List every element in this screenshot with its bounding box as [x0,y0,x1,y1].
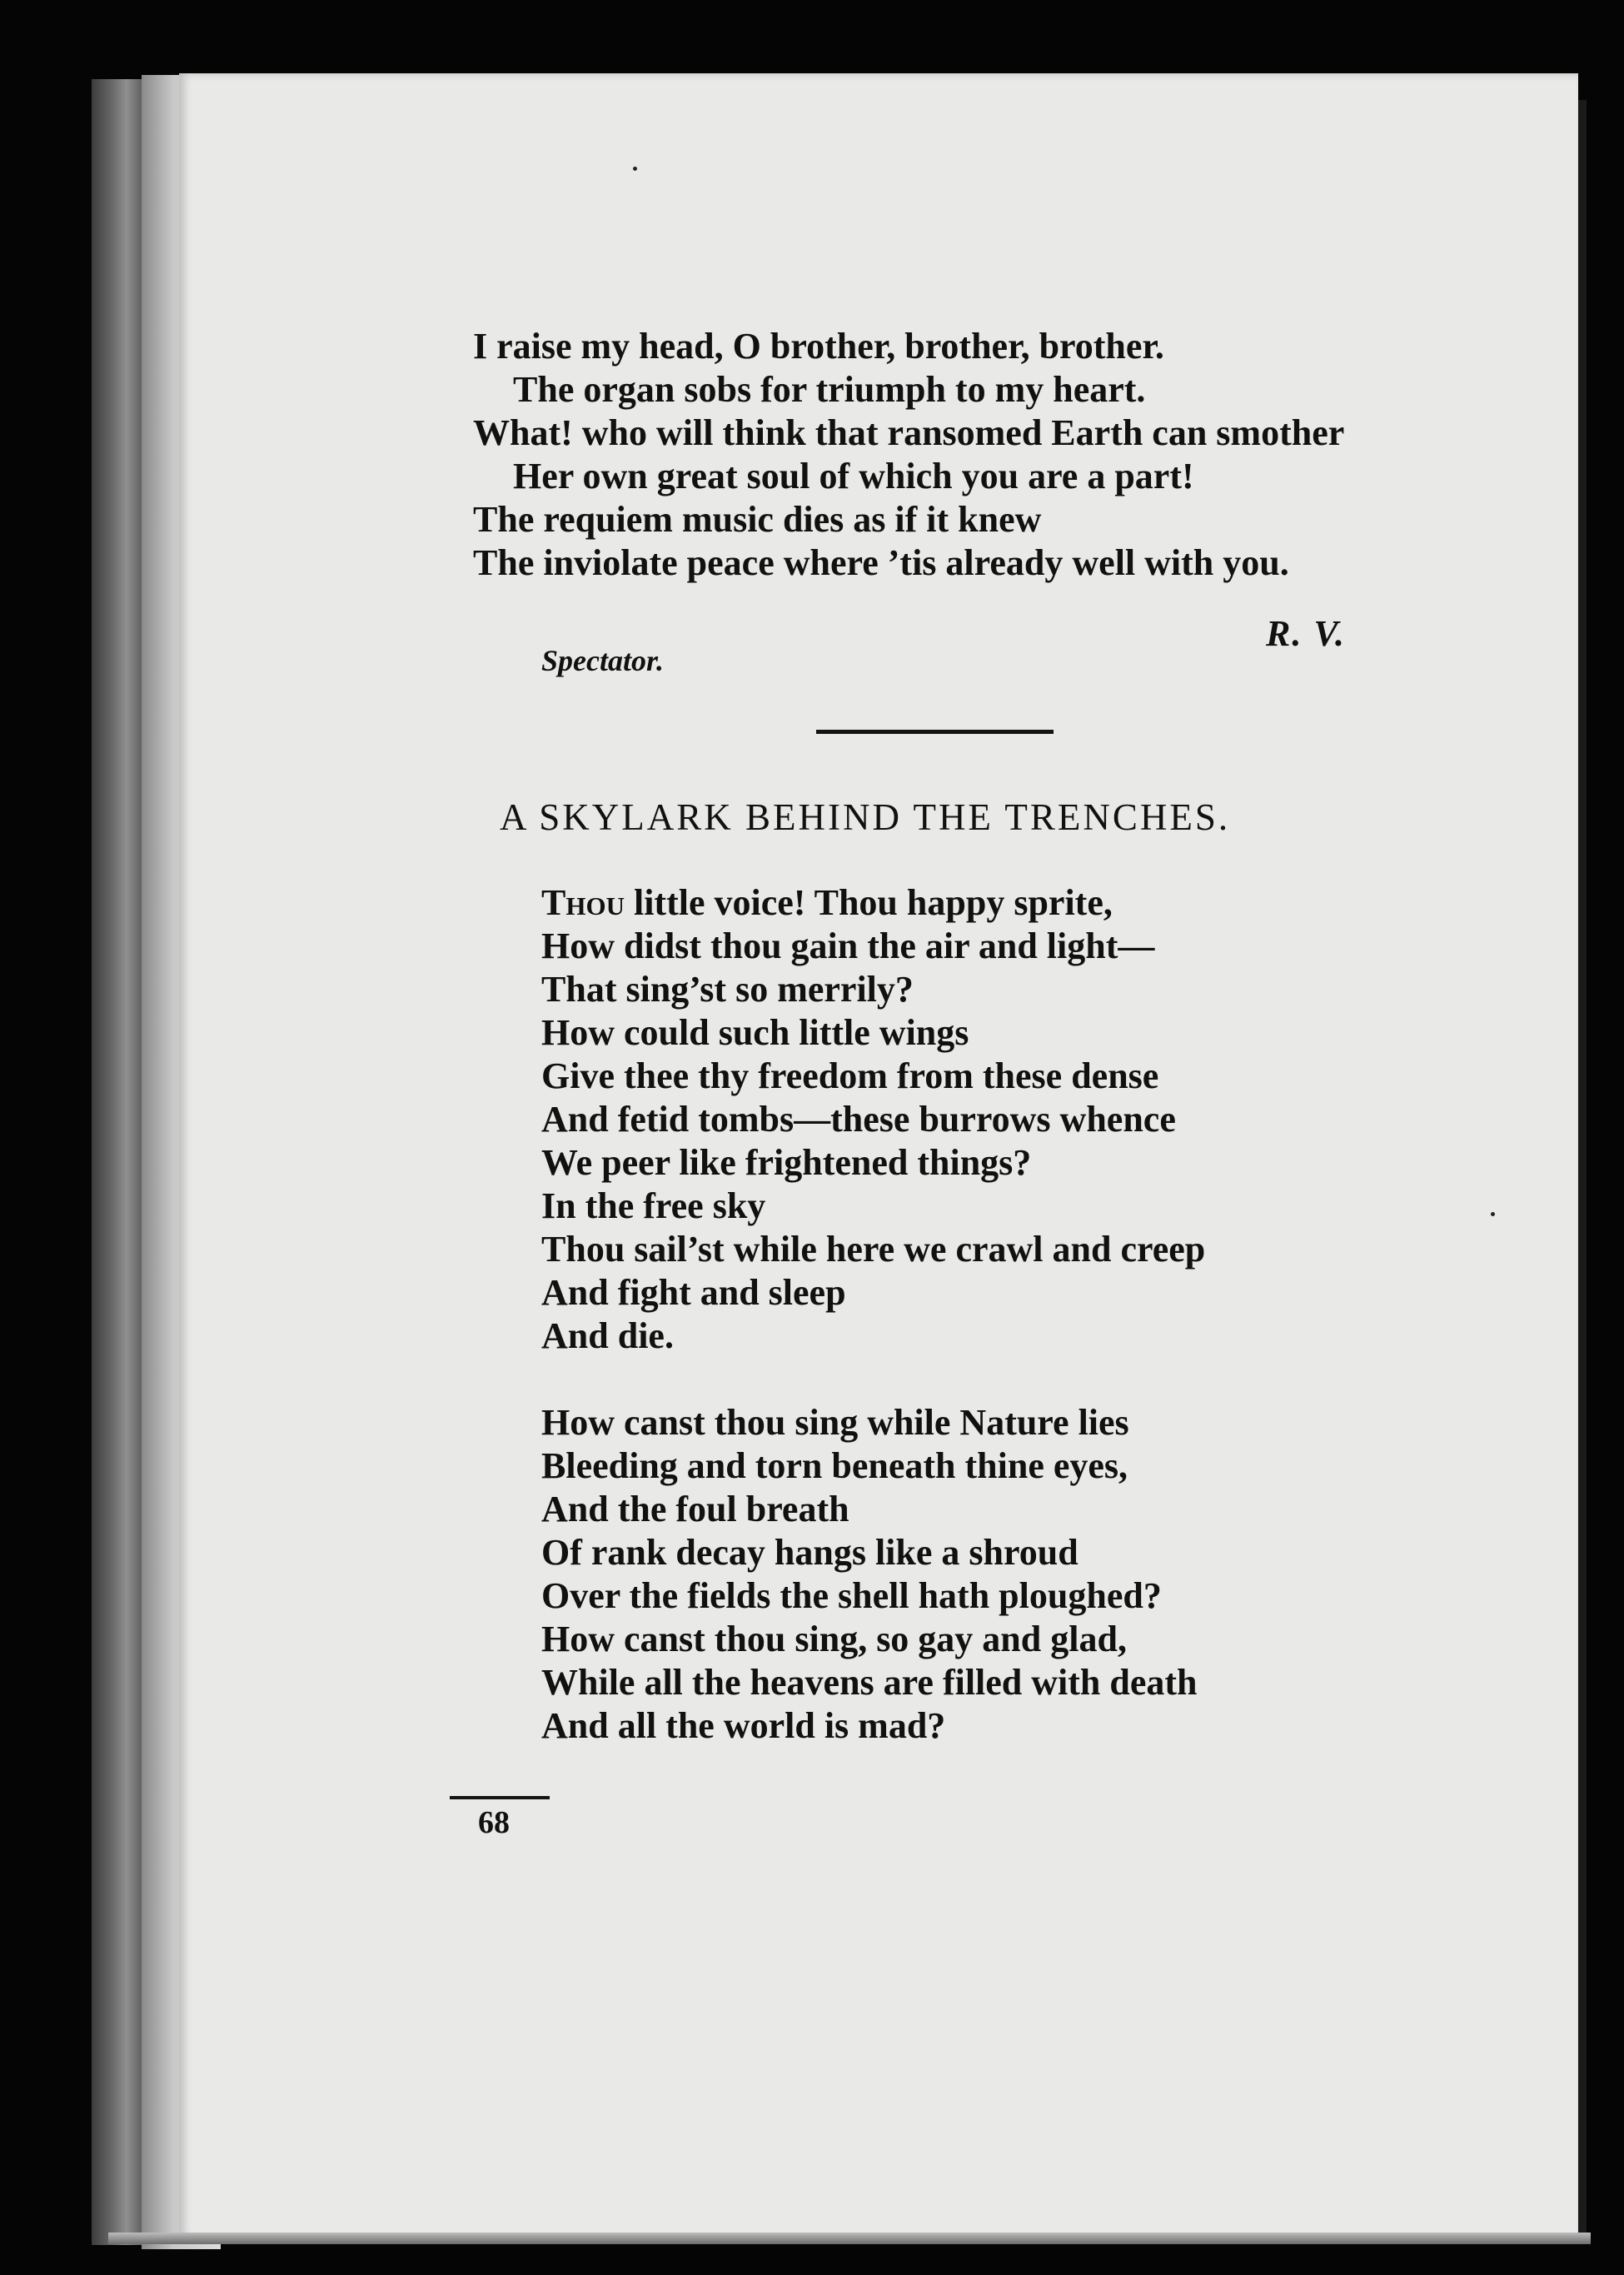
dust-speck [1491,1212,1495,1216]
verse-line: That sing’st so merrily? [541,969,914,1010]
poem-title: A SKYLARK BEHIND THE TRENCHES. [500,796,1231,838]
verse-line: Thou sail’st while here we crawl and creep [541,1229,1206,1270]
dust-speck [633,167,637,171]
section-divider [816,730,1054,734]
verse-line: In the free sky [541,1185,766,1226]
verse-line: How canst thou sing, so gay and glad, [541,1619,1127,1659]
source-credit: Spectator. [541,644,665,677]
verse-line: How didst thou gain the air and light— [541,925,1155,966]
poem-body [541,881,1205,1748]
verse-line: What! who will think that ransomed Earth can smother [473,412,1345,453]
verse-line: Over the fields the shell hath ploughed? [541,1575,1162,1616]
verse-line: And all the world is mad? [541,1705,946,1746]
author-initials: R. V. [1266,613,1347,654]
page-bottom-edge [108,2233,1591,2244]
verse-line: While all the heavens are filled with death [541,1662,1198,1703]
verse-line: How canst thou sing while Nature lies [541,1402,1129,1443]
verse-line: The requiem music dies as if it knew [473,499,1042,540]
footer-rule [450,1796,550,1799]
verse-line: How could such little wings [541,1012,969,1053]
verse-line: And fetid tombs—these burrows whence [541,1099,1176,1140]
verse-line: And the foul breath [541,1489,849,1529]
verse-line: The organ sobs for triumph to my heart. [513,369,1146,410]
verse-line: Her own great soul of which you are a part! [513,456,1194,496]
verse-line [541,881,1205,925]
verse-line: Of rank decay hangs like a shroud [541,1532,1079,1573]
verse-line: The inviolate peace where ’tis already well with you. [473,542,1289,583]
page-number: 68 [478,1805,510,1840]
stanza-break [541,1358,1205,1401]
verse-line: And die. [541,1315,674,1356]
closing-stanza [473,325,1344,585]
verse-line-rest: little voice! Thou happy sprite, [624,882,1113,923]
page-right-shadow [1578,100,1587,2241]
verse-line: Bleeding and torn beneath thine eyes, [541,1445,1128,1486]
verse-line: I raise my head, O brother, brother, brother. [473,326,1164,367]
verse-line: Give thee thy freedom from these dense [541,1055,1159,1096]
verse-line: We peer like frightened things? [541,1142,1032,1183]
verse-line: And fight and sleep [541,1272,846,1313]
opening-word: Thou [541,882,625,923]
